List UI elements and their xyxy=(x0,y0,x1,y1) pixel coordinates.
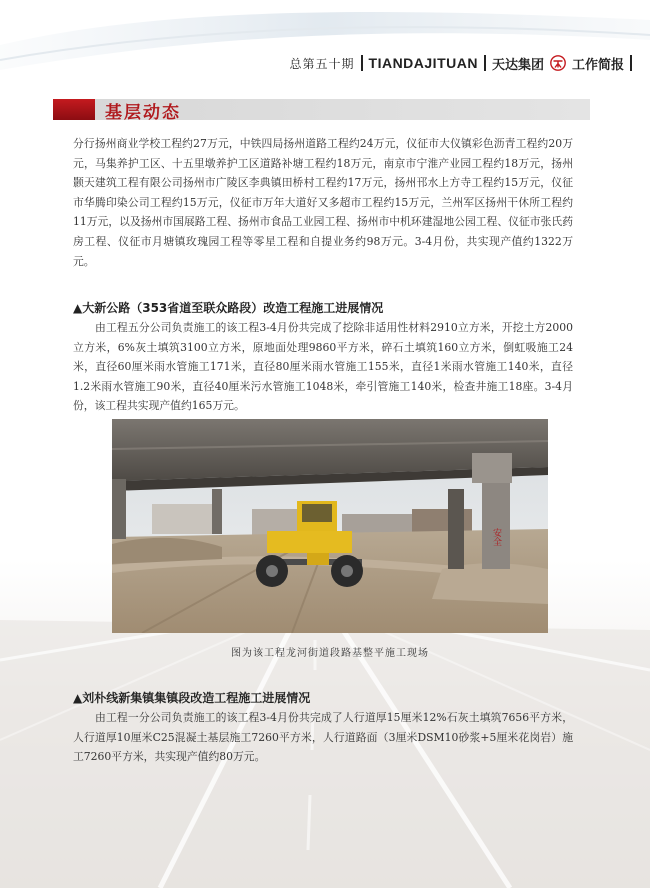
project-heading-daxin: ▲大新公路（353省道至联众路段）改造工程施工进展情况 xyxy=(73,301,384,315)
photo-caption: 图为该工程龙河街道段路基整平施工现场 xyxy=(231,648,429,659)
bulletin-title: 工作简报 xyxy=(571,57,624,73)
project-body-daxin: 由工程五分公司负责施工的该工程3-4月份共完成了挖除非适用性材料2910立方米，开挖土方2000立方米，6%灰土填筑3100立方米，原地面处理9860平方米，碎石土填筑160立方米，倒虹吸施工24米，直径60厘米雨水管施工171米，直径80厘米雨水管施工155米，直径1米雨水管施工140米，直径1.2米雨水管施工90米，直径40厘米污水管施工1048米，牵引管施工140米，检查井施工18座。3-4月份，该工程共实现产值约165万元。 xyxy=(73,321,573,413)
intro-paragraph: 分行扬州商业学校工程约27万元，中铁四局扬州道路工程约24万元，仪征市大仪镇彩色沥青工程约20万元，马集养护工区、十五里墩养护工区道路补塘工程约18万元，南京市宁淮产业园工程约18万元，扬州颢天建筑工程有限公司扬州市广陵区李典镇田桥村工程约17万元，扬州邗水上方寺工程约15万元，仪征市华腾印染公司工程约15万元，仪征市万年大道好又多超市工程约15万元，兰州军区扬州干休所工程约11万元，以及扬州市国展路工程、扬州市食品工业园工程、扬州市中机环建湿地公园工程、仪征市张氏药房工程、仪征市月塘镇玫瑰园工程等零星工程和自提业务约98万元。3-4月份，共实现产值约1322万元。 xyxy=(73,137,573,268)
pillar-graffiti-text: 安全 xyxy=(491,528,501,546)
page-header xyxy=(290,52,633,74)
issue-number: 总第五十期 xyxy=(289,56,355,71)
construction-photo xyxy=(112,419,548,633)
project-heading-liupu: ▲刘朴线新集镇集镇段改造工程施工进展情况 xyxy=(73,691,311,705)
section-title-bar xyxy=(53,99,590,123)
section-accent-block xyxy=(53,99,95,120)
header-swoosh-decoration xyxy=(0,0,650,90)
brand-name-chinese: 天达集团 xyxy=(491,57,544,73)
brand-name-english: TIANDAJITUAN xyxy=(368,55,478,71)
header-divider xyxy=(361,55,363,71)
section-title: 基层动态 xyxy=(105,103,181,123)
header-divider xyxy=(630,55,632,71)
project-body-liupu: 由工程一分公司负责施工的该工程3-4月份共完成了人行道厚15厘米12%石灰土填筑7656平方米，人行道厚10厘米C25混凝土基层施工7260平方米，人行道路面（3厘米DSM10砂浆+5厘米花岗岩）施工7260平方米，共实现产值约80万元。 xyxy=(73,711,573,764)
header-divider xyxy=(484,55,486,71)
company-logo-icon xyxy=(550,55,566,71)
photo-illustration xyxy=(112,419,548,633)
